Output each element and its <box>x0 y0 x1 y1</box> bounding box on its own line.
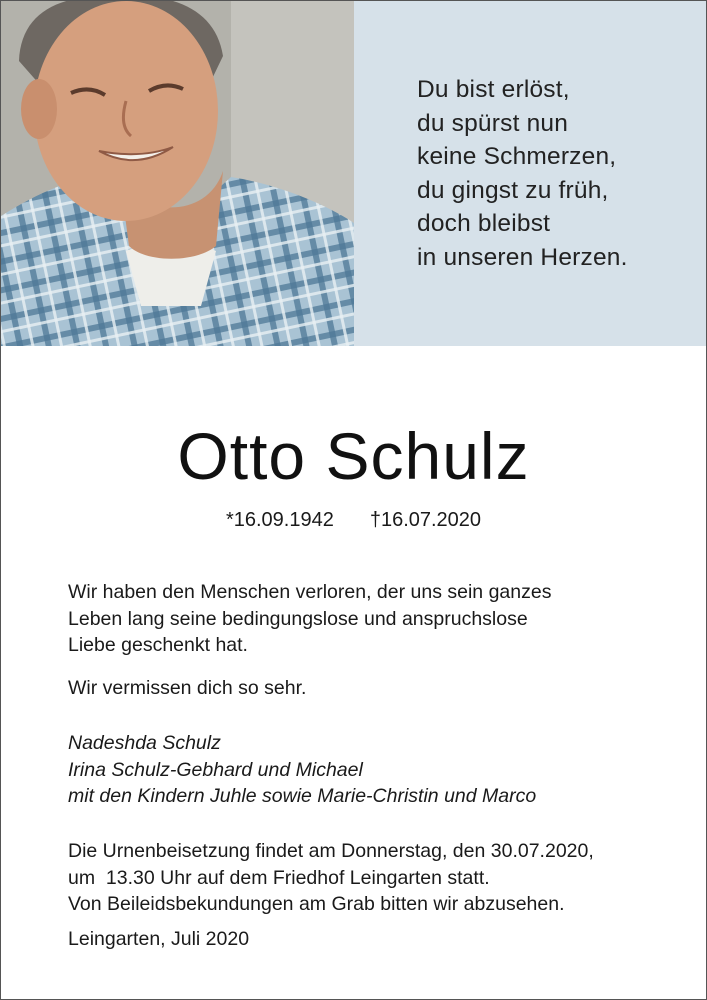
funeral-line: um 13.30 Uhr auf dem Friedhof Leingarten statt. <box>68 866 490 889</box>
poem-line: Du bist erlöst, <box>417 76 570 103</box>
tribute-text <box>68 579 668 659</box>
portrait-photo <box>1 1 354 346</box>
funeral-line: Von Beileidsbekundungen am Grab bitten wir abzusehen. <box>68 893 565 915</box>
funeral-info <box>68 838 668 918</box>
place-date <box>68 926 668 953</box>
poem <box>417 73 628 274</box>
deceased-name: Otto Schulz <box>177 419 530 493</box>
miss-text <box>68 675 668 702</box>
place-date-line: Leingarten, Juli 2020 <box>68 928 250 950</box>
poem-line: du gingst zu früh, <box>417 176 609 204</box>
header-panel <box>1 1 706 346</box>
tribute-line: Wir haben den Menschen verloren, der uns sein ganzes <box>68 581 552 603</box>
poem-line: in unseren Herzen. <box>417 243 628 271</box>
poem-line: du spürst nun <box>417 109 569 137</box>
funeral-line: Die Urnenbeisetzung findet am Donnerstag, den 30.07.2020, <box>68 840 594 862</box>
birth-date: *16.09.1942 <box>225 509 334 531</box>
death-date: †16.07.2020 <box>369 509 482 531</box>
mourner-line: Irina Schulz-Gebhard und Michael <box>68 758 363 781</box>
mourners-list <box>68 730 668 810</box>
poem-line: keine Schmerzen, <box>417 143 617 170</box>
tribute-line: Leben lang seine bedingungslose und anspruchslose <box>68 607 528 630</box>
poem-line: doch bleibst <box>417 210 551 237</box>
mourner-line: mit den Kindern Juhle sowie Marie-Christin und Marco <box>68 785 537 807</box>
life-dates <box>1 507 706 533</box>
mourner-line: Nadeshda Schulz <box>68 732 221 754</box>
miss-line: Wir vermissen dich so sehr. <box>68 677 307 699</box>
tribute-line: Liebe geschenkt hat. <box>68 634 248 656</box>
